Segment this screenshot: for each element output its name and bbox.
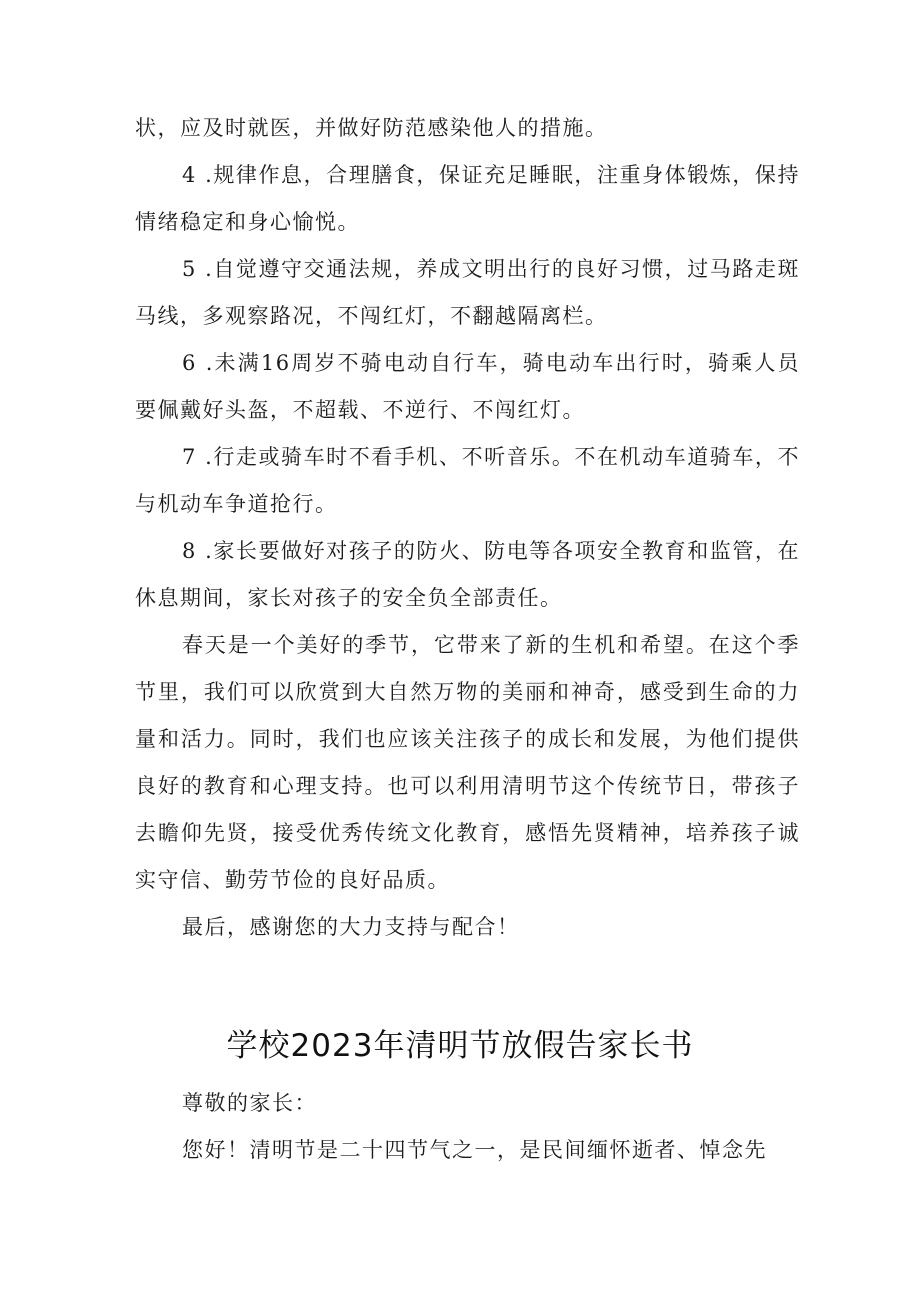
list-item-4: 4 .规律作息，合理膳食，保证充足睡眠，注重身体锻炼，保持情绪稳定和身心愉悦。 [135,163,800,234]
letter-title: 学校2023年清明节放假告家长书 [226,1028,694,1064]
spring-paragraph: 春天是一个美好的季节，它带来了新的生机和希望。在这个季节里，我们可以欣赏到大自然万物的美丽和神奇，感受到生命的力量和活力。同时，我们也应该关注孩子的成长和发展，为他们提供良好的教育和心理支持。也可以利用清明节这个传统节日，带孩子去瞻仰先贤，接受优秀传统文化教育，感悟先贤精神，培养孩子诚实守信、勤劳节俭的良好品质。 [135,633,800,892]
list-item-7: 7 .行走或骑车时不看手机、不听音乐。不在机动车道骑车，不与机动车争道抢行。 [135,445,800,516]
list-item-5: 5 .自觉遵守交通法规，养成文明出行的良好习惯，过马路走斑马线，多观察路况，不闯红灯，不翻越隔离栏。 [135,257,800,328]
salutation: 尊敬的家长： [182,1091,317,1115]
list-item-6: 6 .未满16周岁不骑电动自行车，骑电动车出行时，骑乘人员要佩戴好头盔，不超载、不逆行、不闯红灯。 [135,351,800,422]
closing-line: 最后，感谢您的大力支持与配合！ [182,915,520,939]
notice-continuation-section [135,105,800,951]
list-item-8: 8 .家长要做好对孩子的防火、防电等各项安全教育和监管，在休息期间，家长对孩子的安全负全部责任。 [135,539,800,610]
opening-paragraph: 您好！清明节是二十四节气之一，是民间缅怀逝者、悼念先 [182,1138,767,1162]
continuation-line: 状，应及时就医，并做好防范感染他人的措施。 [135,116,608,140]
letter-body-section [135,1080,800,1174]
